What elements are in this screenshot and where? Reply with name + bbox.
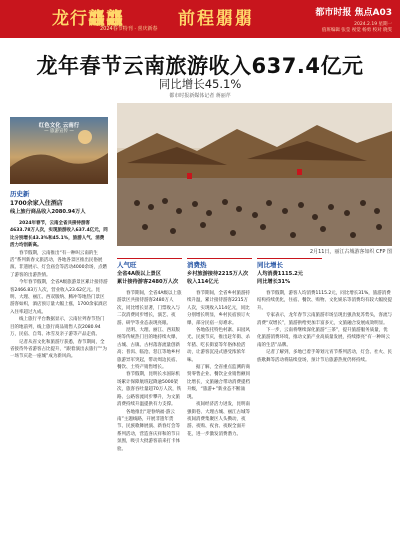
col3-body bbox=[187, 290, 252, 542]
crowd-photo bbox=[117, 103, 392, 246]
col3-stat2: 收入114亿元 bbox=[187, 279, 219, 285]
col1-heading: 历史新 bbox=[10, 190, 30, 198]
col4-para: 春节假期，游客人均消费1115.2元，同比增长31%，旅游消费结构持续优化，住宿、餐饮、购物、文化娱乐等消费均有较大幅度提升。 bbox=[257, 291, 392, 311]
photo-caption: 2月11日，丽江古城游客如织 CFP 图 bbox=[309, 249, 392, 255]
col3-stat: 乡村旅游接待2215万人次 bbox=[187, 271, 249, 277]
ad-line1: 红色文化 云南行 bbox=[38, 123, 80, 129]
col2-heading: 人气旺 bbox=[117, 261, 137, 269]
paper-name: 都市时报 焦点A03 bbox=[315, 8, 392, 18]
col4-rule bbox=[257, 258, 322, 259]
col1-para: 春节假期，云南推出“有一种叫云南的生活”系列新春文旅活动，各地各景区推出民俗展演、非遗展示、灯会庙会等活动4000余场，点燃了游客的出游热情。 bbox=[10, 250, 107, 278]
col3-rule bbox=[187, 258, 252, 259]
photo-illustration bbox=[117, 103, 392, 246]
col1-para: 今年春节假期，全省A级旅游景区累计接待游客2466.83万人次，营业收入23.62亿元。昆明、大理、丽江、西双版纳、腾冲等地热门景区游客如织，酒店预订量大幅上涨，1700余家酒店入住率超过九成。 bbox=[10, 280, 108, 315]
ad-line2: — 旅游宣传 — bbox=[44, 129, 74, 134]
col4-heading: 同比增长 bbox=[257, 261, 283, 269]
col3-heading: 消费热 bbox=[187, 261, 207, 269]
col2-para: 春节假期，昆明长水国际机场累计保障航班起降逾5000架次，旅客吞吐量超70万人次，铁路、公路客流同步攀升，为文旅消费持续升温提供有力支撑。 bbox=[117, 372, 182, 408]
ad-banner bbox=[10, 117, 108, 184]
col1-lead: 2024年春节，云南全省共接待游客4633.78万人次，实现旅游收入637.4亿元，同比分别增长43.3%和45.1%，旅游人气、消费活力均创新高。 bbox=[10, 221, 108, 249]
col4-stat: 人均消费1115.2元 bbox=[257, 271, 303, 277]
col1-para: 线上旅行平台数据显示，云南位列春节热门目的地前列，线上旅行商品销售人次2080.94万，民宿、自驾、冰雪及亲子游等产品走俏。 bbox=[10, 317, 105, 338]
col3-para: 春节期间，全省乡村旅游持续升温，累计接待游客2215万人次，实现收入114亿元，同比分别增长明显，乡村民宿预订火爆，部分民宿一房难求。 bbox=[187, 291, 250, 326]
col2-para: 各地推出“迎春纳福·游云南”主题线路，开展非遗年货节、民族歌舞展演、新春灯会等系列活动，营造喜庆祥和的节日氛围，吸引大批游客前来打卡体验。 bbox=[117, 409, 180, 452]
col2-para: 春节期间，全省4A级以上旅游景区共接待游客2480万人次，同比增长显著，门票收入与二次消费同步增长，演艺、夜游、研学等业态表现亮眼。 bbox=[117, 291, 182, 326]
col4-body bbox=[257, 290, 392, 542]
col1-stat: 1700余家入住酒店 bbox=[10, 200, 63, 207]
headline: 龙年春节云南旅游收入637.4亿元 bbox=[36, 54, 364, 78]
col2-rule bbox=[117, 258, 182, 259]
masthead-info bbox=[322, 22, 392, 34]
byline: 都市时报新媒体记者 蒋丽芹 bbox=[169, 93, 231, 99]
col4-para: 专家表示，龙年春节云南旅游市场呈现出强劲复苏势头，客流与消费“双增长”，旅游供给更加丰富多元，文旅融合发展成效明显。 bbox=[257, 313, 392, 326]
info-line-date: 2024.2.19 星期一 bbox=[354, 22, 392, 27]
col4-para: 下一步，云南将继续深化旅游“三茶”，提升旅游服务质量，优化旅游消费环境，推动文旅产业高质量发展，持续擦亮“有一种叫云南的生活”品牌。 bbox=[257, 328, 390, 348]
col4-para: 记者了解到，多地已着手筹划元宵节系列活动，灯会、社火、民族歌舞等活动将陆续登场，预计节后旅游热度仍将持续。 bbox=[257, 350, 392, 363]
masthead-right-title: 前程朤朤 bbox=[178, 9, 254, 29]
col2-stat: 全省4A级以上景区 bbox=[117, 271, 161, 277]
col3-para: 各地依托特色村寨、田园风光、民族节庆，推出赶年街、杀年猪、吃长街宴等年俗体验活动，让游客沉浸式感受浓浓年味。 bbox=[187, 328, 250, 363]
subheadline: 同比增长45.1% bbox=[158, 77, 242, 91]
col4-stat2: 同比增长31% bbox=[257, 279, 291, 285]
col1-body bbox=[10, 220, 108, 542]
col3-para: 夜间经济活力迸发，昆明南强街巷、大理古城、丽江古城等夜间消费集聚区人头攒动，夜游、夜购、夜食、夜娱全面开花，进一步激发消费潜力。 bbox=[187, 402, 250, 437]
masthead-left-title: 龙行龘龘 bbox=[52, 9, 124, 29]
col1-stat2: 线上旅行商品收入2080.94万人 bbox=[10, 209, 86, 215]
masthead-subtitle: 2024春节特刊 · 喜庆新春 bbox=[100, 26, 158, 32]
col1-para: 记者从省文化和旅游厅获悉，春节期间，全省接待外省游客占比提升，“跟着演出去旅行”“为一场节庆赴一座城”成为新风尚。 bbox=[10, 339, 107, 360]
info-line-editors: 值班编辑 张莹 视觉 杨勇 校对 晓雯 bbox=[321, 28, 392, 33]
col3-para: 据了解，全省重点监测的商贸零售企业、餐饮企业销售额同比增长，文旅融合带动消费提档升级，“旅游+”新业态不断涌现。 bbox=[187, 365, 250, 400]
masthead bbox=[0, 0, 400, 38]
col2-body bbox=[117, 290, 182, 542]
col2-para: 昆明、大理、丽江、西双版纳等传统热门目的地持续火爆，古城、古镇、古村落客流量创新高；普洱、临沧、怒江等地乡村旅游异军突起，带动周边民宿、餐饮、土特产销售增长。 bbox=[117, 328, 180, 371]
col2-stat2: 累计接待游客2480万人次 bbox=[117, 279, 179, 285]
